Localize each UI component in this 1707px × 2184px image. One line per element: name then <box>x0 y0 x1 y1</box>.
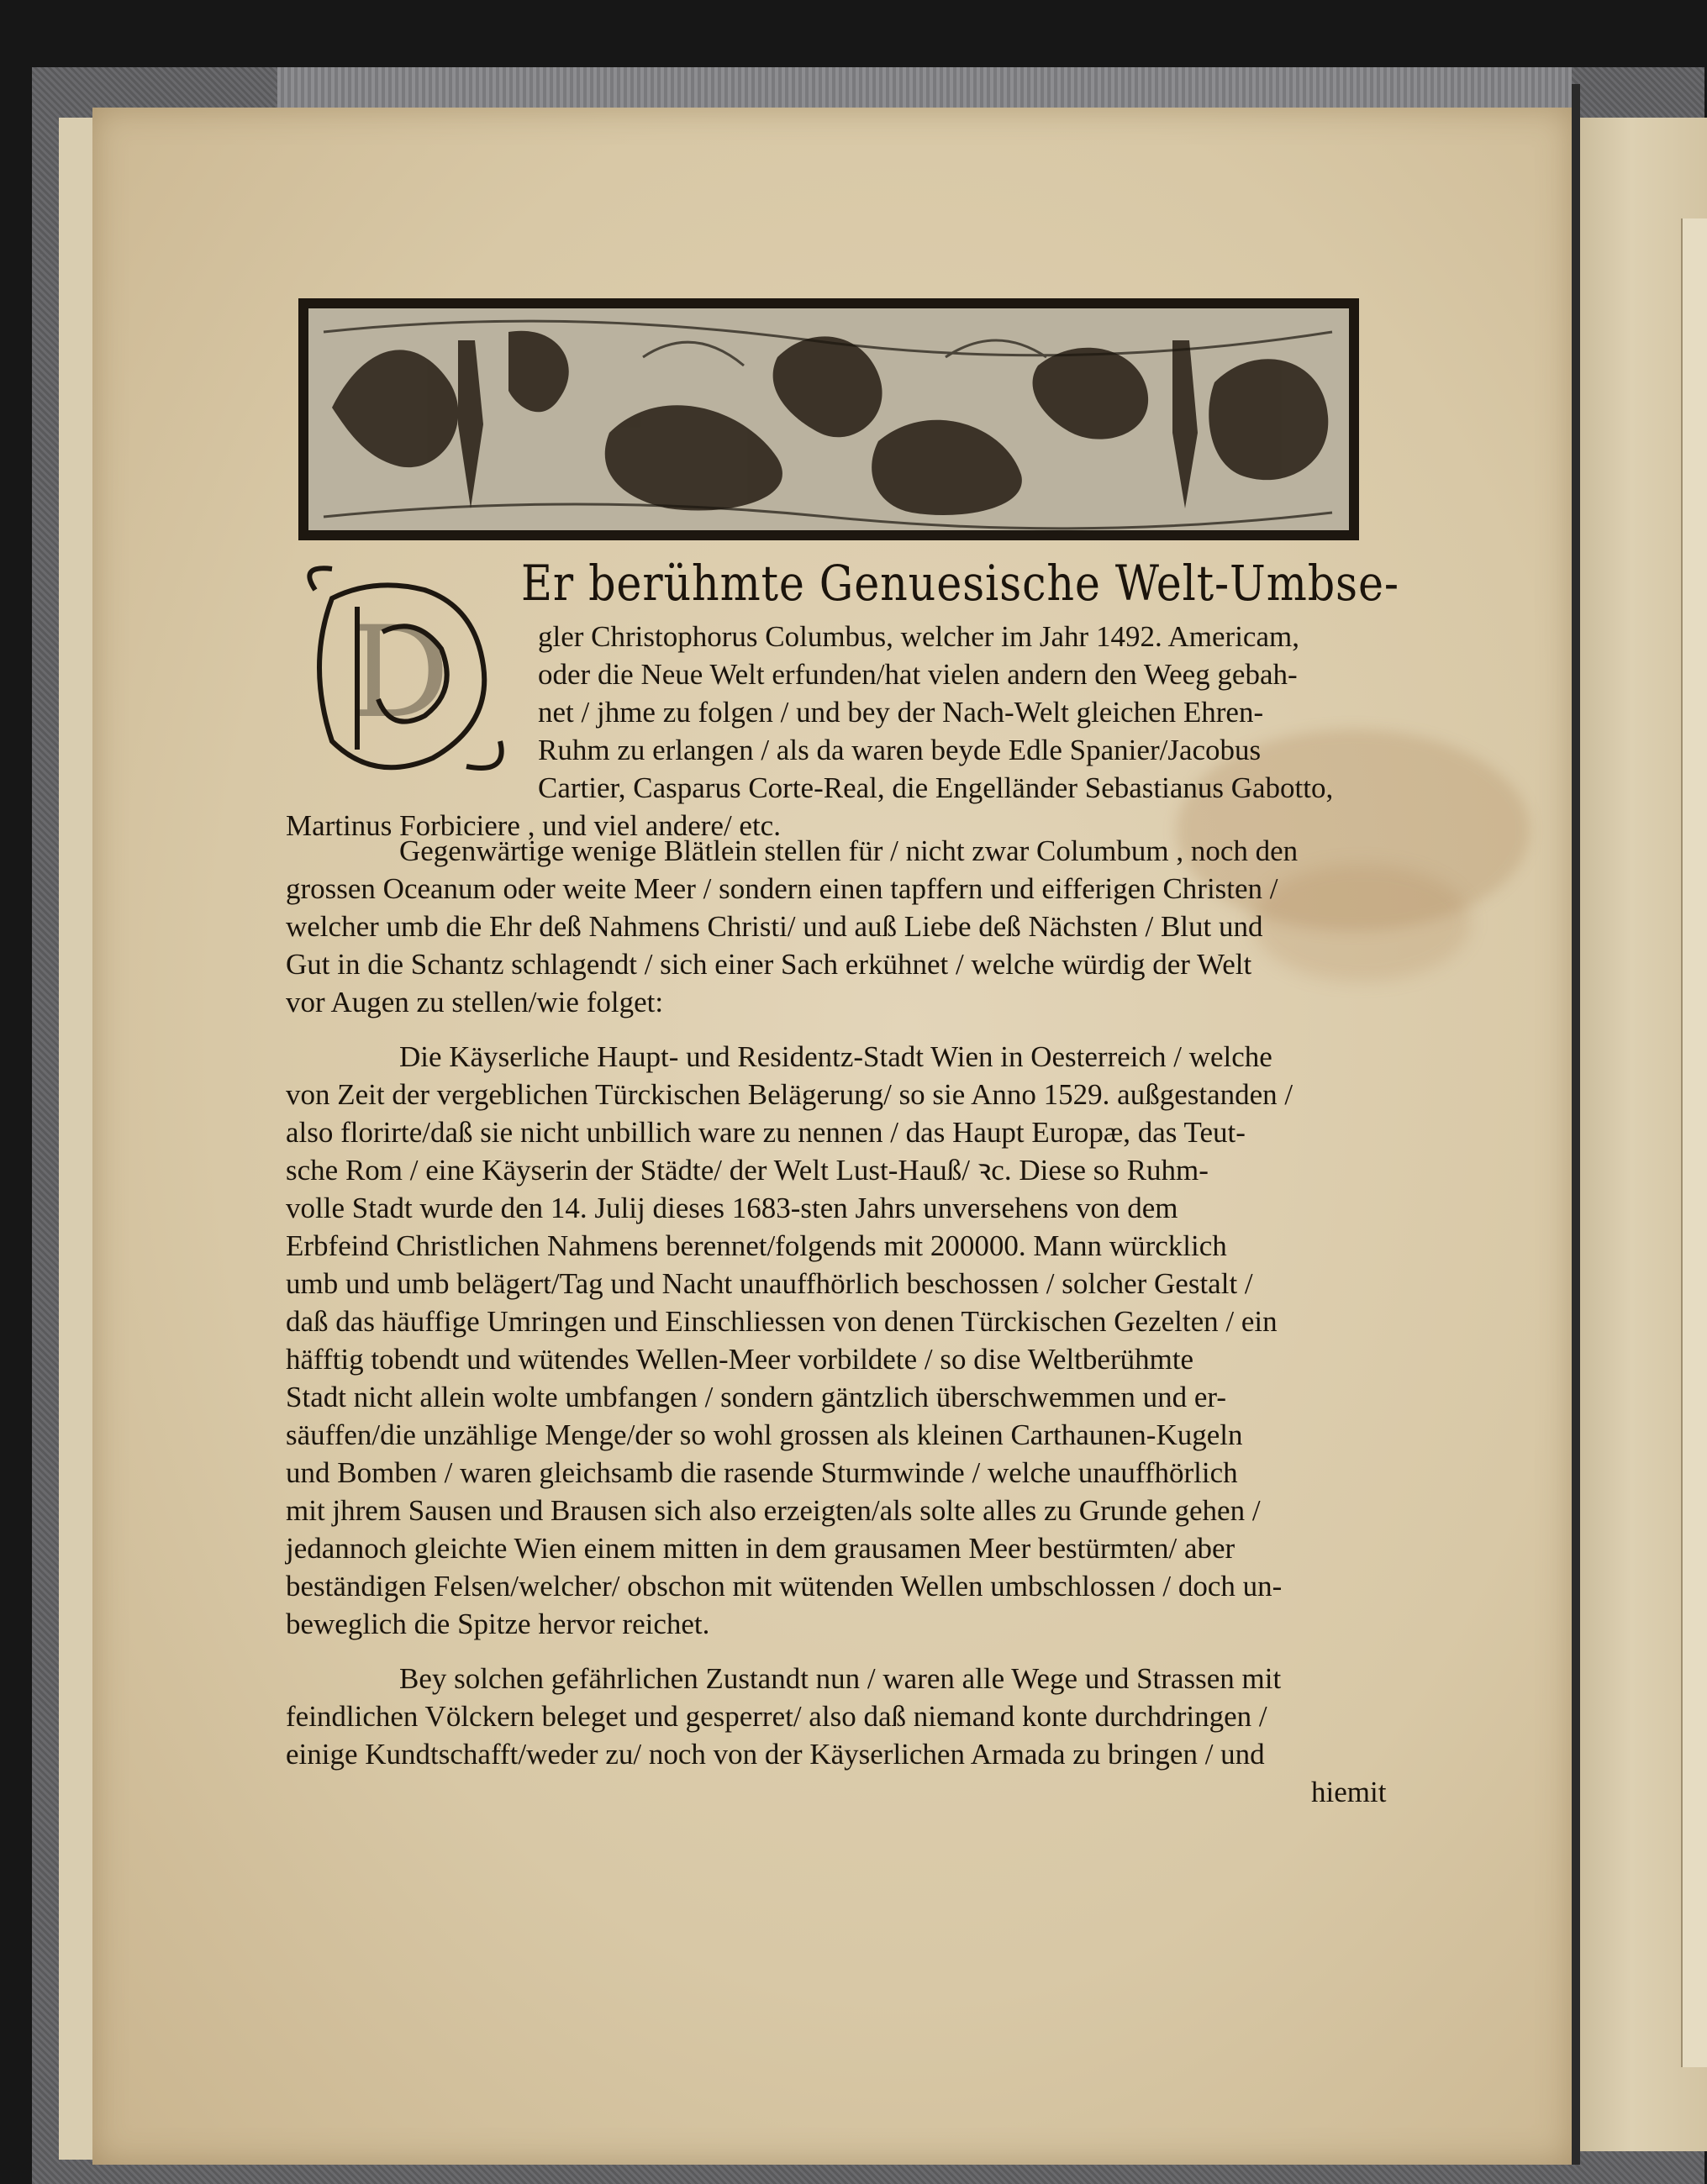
next-page-fold <box>1681 218 1707 2067</box>
drop-cap-ornament <box>298 565 515 790</box>
woodcut-illustration <box>307 307 1351 532</box>
decorated-initial <box>298 565 515 790</box>
paragraph-line: Stadt nicht allein wolte umbfangen / sondern gäntzlich überschwemmen und er- <box>286 1381 1226 1413</box>
intro-line: oder die Neue Welt erfunden/hat vielen andern den Weeg gebah- <box>538 658 1298 691</box>
opening-line: Er berühmte Genuesische Welt-Umbse- <box>521 555 1399 612</box>
paragraph-line: jedannoch gleichte Wien einem mitten in dem grausamen Meer bestürmten/ aber <box>286 1532 1235 1565</box>
paragraph-line: und Bomben / waren gleichsamb die rasende Sturmwinde / welche unauffhörlich <box>286 1456 1238 1489</box>
paragraph-line: beständigen Felsen/welcher/ obschon mit wütenden Wellen umbschlossen / doch un- <box>286 1570 1283 1602</box>
paragraph-line: umb und umb belägert/Tag und Nacht unauffhörlich beschossen / solcher Gestalt / <box>286 1267 1253 1300</box>
intro-line: gler Christophorus Columbus, welcher im Jahr 1492. Americam, <box>538 620 1299 653</box>
paragraph-line: Erbfeind Christlichen Nahmens berennet/folgends mit 200000. Mann würcklich <box>286 1229 1227 1262</box>
paragraph-line: grossen Oceanum oder weite Meer / sondern einen tapffern und eifferigen Christen / <box>286 872 1278 905</box>
catchword: hiemit <box>1311 1776 1387 1808</box>
paragraph-line: also florirte/daß sie nicht unbillich ware zu nennen / das Haupt Europæ, das Teut- <box>286 1116 1246 1149</box>
intro-line: Martinus Forbiciere , und viel andere/ etc. <box>286 809 781 842</box>
paragraph-line: einige Kundtschafft/weder zu/ noch von der Käyserlichen Armada zu bringen / und <box>286 1738 1265 1771</box>
gutter <box>1572 84 1580 2165</box>
paragraph-line: Gegenwärtige wenige Blätlein stellen für / nicht zwar Columbum , noch den <box>399 834 1299 867</box>
intro-line: Ruhm zu erlangen / als da waren beyde Edle Spanier/Jacobus <box>538 734 1262 766</box>
paragraph-line: Bey solchen gefährlichen Zustandt nun / waren alle Wege und Strassen mit <box>399 1662 1282 1695</box>
water-stain <box>1252 864 1471 981</box>
paragraph-line: häfftig tobendt und wütendes Wellen-Meer vorbildete / so dise Weltberühmte <box>286 1343 1194 1376</box>
paragraph-line: mit jhrem Sausen und Brausen sich also erzeigten/als solte alles zu Grunde gehen / <box>286 1494 1261 1527</box>
paragraph-line: Gut in die Schantz schlagendt / sich einer Sach erkühnet / welche würdig der Welt <box>286 948 1252 981</box>
paragraph-line: vor Augen zu stellen/wie folget: <box>286 986 664 1018</box>
paragraph-line: Die Käyserliche Haupt- und Residentz-Stadt Wien in Oesterreich / welche <box>399 1040 1272 1073</box>
paragraph-line: beweglich die Spitze hervor reichet. <box>286 1608 710 1640</box>
paragraph-line: daß das häuffige Umringen und Einschliessen von denen Türckischen Gezelten / ein <box>286 1305 1278 1338</box>
paragraph-line: säuffen/die unzählige Menge/der so wohl grossen als kleinen Carthaunen-Kugeln <box>286 1418 1243 1451</box>
paragraph-line: welcher umb die Ehr deß Nahmens Christi/ und auß Liebe deß Nächsten / Blut und <box>286 910 1263 943</box>
intro-line: net / jhme zu folgen / und bey der Nach-Welt gleichen Ehren- <box>538 696 1264 729</box>
paragraph-line: feindlichen Völckern beleget und gesperret/ also daß niemand konte durchdringen / <box>286 1700 1267 1733</box>
intro-line: Cartier, Casparus Corte-Real, die Engelländer Sebastianus Gabotto, <box>538 771 1334 804</box>
previous-page-edge <box>59 118 94 2160</box>
paragraph-line: von Zeit der vergeblichen Türckischen Belägerung/ so sie Anno 1529. außgestanden / <box>286 1078 1293 1111</box>
drop-cap-letter: D <box>348 600 450 746</box>
paragraph-line: sche Rom / eine Käyserin der Städte/ der Welt Lust-Hauß/ ꝛc. Diese so Ruhm- <box>286 1154 1209 1187</box>
woodcut-headpiece <box>298 298 1359 540</box>
paragraph-line: volle Stadt wurde den 14. Julij dieses 1683-sten Jahrs unversehens von dem <box>286 1192 1178 1224</box>
next-page-edge <box>1580 118 1707 2151</box>
